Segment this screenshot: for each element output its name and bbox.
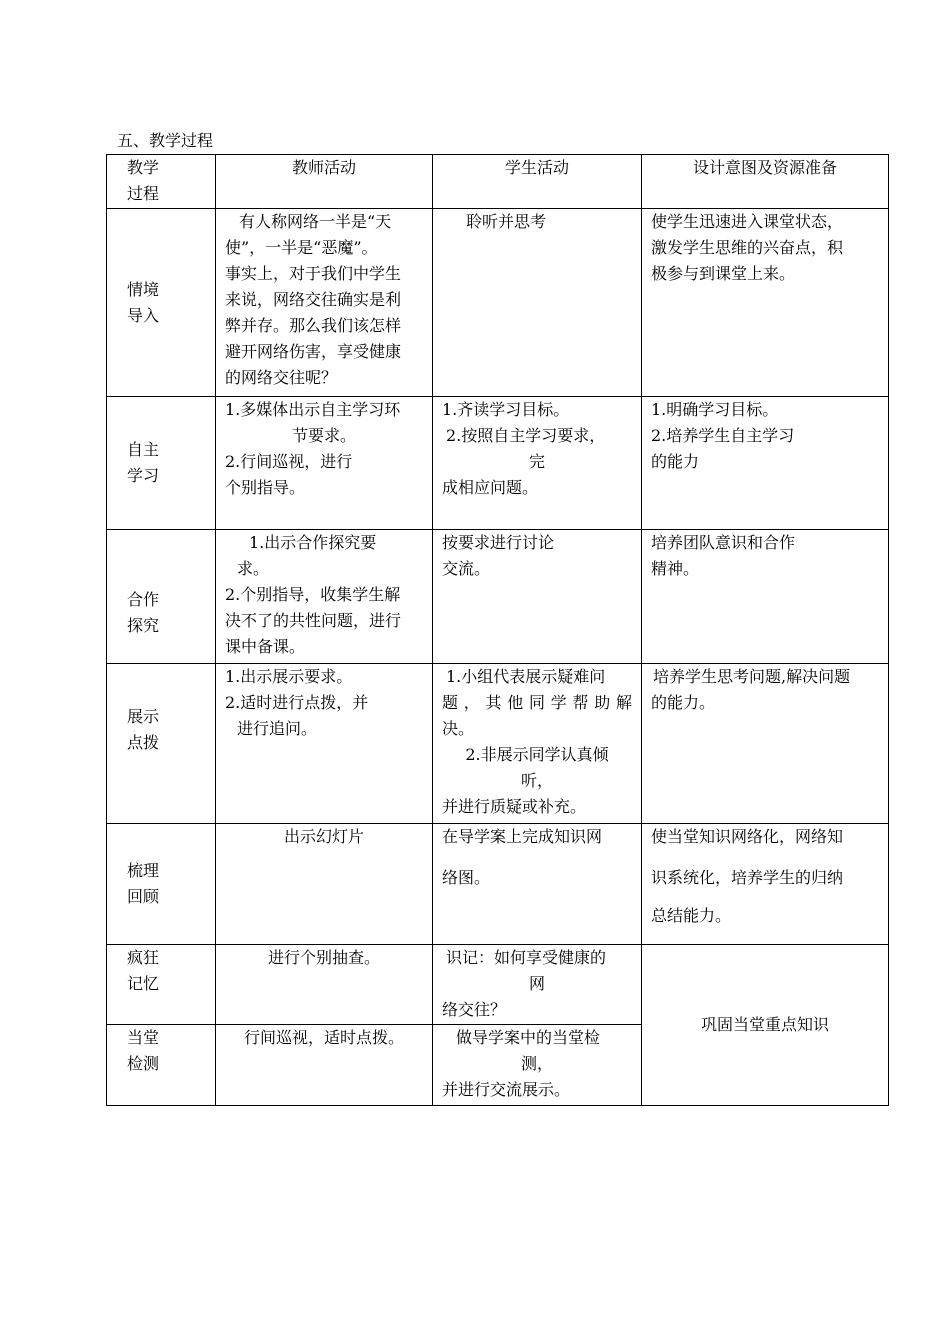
student-activity-cell: 1.小组代表展示疑难问 题，其他同学帮助解 决。 2.非展示同学认真倾 听， 并进行质疑或补充。 [433,664,642,824]
stage-cell: 合作 探究 [107,530,216,664]
table-header-row [107,155,889,209]
header-teacher-activity: 教师活动 [216,155,433,209]
table-row [107,824,889,945]
teaching-process-table [106,154,889,1106]
teacher-activity-cell: 1.出示合作探究要 求。 2.个别指导，收集学生解 决不了的共性问题，进行 课中备课。 [216,530,433,664]
student-activity-cell: 做导学案中的当堂检 测， 并进行交流展示。 [433,1025,642,1106]
header-student-activity: 学生活动 [433,155,642,209]
teacher-activity-cell: 1.出示展示要求。 2.适时进行点拨，并 进行追问。 [216,664,433,824]
stage-cell: 情境 导入 [107,209,216,397]
stage-cell: 梳理 回顾 [107,824,216,945]
header-design-intent: 设计意图及资源准备 [642,155,889,209]
teacher-activity-cell: 1.多媒体出示自主学习环 节要求。 2.行间巡视，进行 个别指导。 [216,397,433,530]
section-title: 五、教学过程 [117,131,214,150]
table-row [107,945,889,1025]
merged-design-intent-cell: 巩固当堂重点知识 [642,945,889,1106]
student-activity-cell: 1.齐读学习目标。 2.按照自主学习要求， 完 成相应问题。 [433,397,642,530]
stage-cell: 当堂 检测 [107,1025,216,1106]
teacher-activity-cell: 进行个别抽查。 [216,945,433,1025]
design-intent-cell: 培养团队意识和合作 精神。 [642,530,889,664]
table-row [107,530,889,664]
teacher-activity-cell: 有人称网络一半是“天 使”，一半是“恶魔”。 事实上，对于我们中学生 来说，网络交往确实是利 弊并存。那么我们该怎样 避开网络伤害，享受健康 的网络交往呢？ [216,209,433,397]
stage-cell: 疯狂 记忆 [107,945,216,1025]
stage-cell: 展示 点拨 [107,664,216,824]
design-intent-cell: 使学生迅速进入课堂状态， 激发学生思维的兴奋点，积 极参与到课堂上来。 [642,209,889,397]
design-intent-cell: 培养学生思考问题,解决问题 的能力。 [642,664,889,824]
design-intent-cell: 1.明确学习目标。 2.培养学生自主学习 的能力 [642,397,889,530]
student-activity-cell: 在导学案上完成知识网 络图。 [433,824,642,945]
header-stage: 教学 过程 [107,155,216,209]
design-intent-cell: 使当堂知识网络化，网络知 识系统化，培养学生的归纳 总结能力。 [642,824,889,945]
teacher-activity-cell: 行间巡视，适时点拨。 [216,1025,433,1106]
student-activity-cell: 按要求进行讨论 交流。 [433,530,642,664]
table-row [107,664,889,824]
stage-cell: 自主 学习 [107,397,216,530]
teacher-activity-cell: 出示幻灯片 [216,824,433,945]
student-activity-cell: 识记：如何享受健康的 网 络交往？ [433,945,642,1025]
table-row [107,397,889,530]
table-row [107,209,889,397]
student-activity-cell: 聆听并思考 [433,209,642,397]
